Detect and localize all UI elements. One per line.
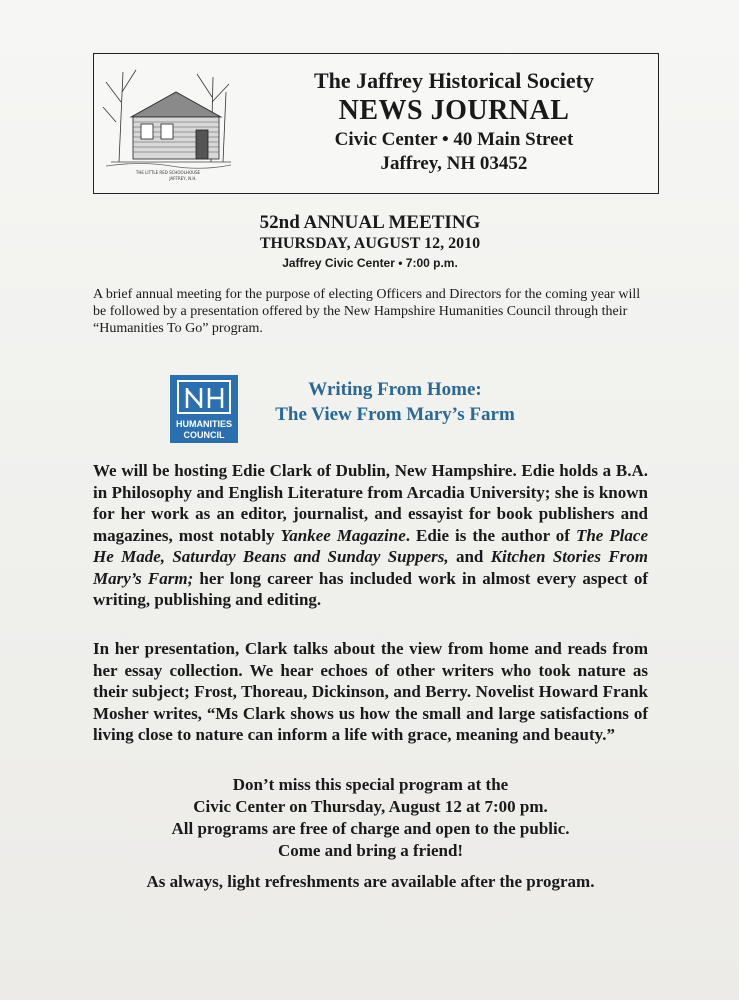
program-title-line-1: Writing From Home: [308, 379, 482, 400]
closing-line-2: Civic Center on Thursday, August 12 at 7:00 pm. [193, 797, 548, 816]
bio-text-d: her long career has included work in almost every aspect of writing, publishing and editing. [93, 568, 648, 609]
logo-frame [177, 380, 231, 414]
program-title-line-2: The View From Mary’s Farm [275, 404, 515, 425]
logo-label-2: COUNCIL [183, 430, 225, 440]
bio-text-a: We will be hosting Edie Clark of Dublin, New Hampshire. Edie holds a B.A. in Philosophy and English Literature from Arcadia University; she is known for her work as an editor, journalist, and essayist for book publishers and magazines, most notably [93, 461, 648, 545]
closing-block [93, 774, 648, 893]
address-line-1: Civic Center • 40 Main Street [334, 129, 574, 150]
program-title [255, 377, 535, 427]
address-line-2: Jaffrey, NH 03452 [380, 153, 528, 174]
closing-line-1: Don’t miss this special program at the [232, 775, 509, 794]
bio-text-b: . Edie is the author of [405, 525, 576, 545]
bio-italic-1: Yankee Magazine [280, 525, 406, 545]
org-name: The Jaffrey Historical Society [313, 68, 595, 93]
bio-text-c: and [448, 547, 491, 566]
meeting-title: 52nd ANNUAL MEETING [259, 212, 481, 233]
nh-humanities-logo [170, 375, 238, 443]
closing-line-5: As always, light refreshments are available after the program. [146, 872, 595, 891]
bio-italic-3: Kitchen Stories From Mary’s Farm; [93, 547, 648, 588]
illustration-caption: THE LITTLE RED SCHOOLHOUSE [135, 170, 201, 175]
meeting-place: Jaffrey Civic Center • 7:00 p.m. [282, 256, 458, 270]
intro-paragraph: A brief annual meeting for the purpose of electing Officers and Directors for the coming year will be followed by a presentation offered by the New Hampshire Humanities Council through their “Humanities To Go” program. [93, 287, 641, 336]
closing-line-4: Come and bring a friend! [277, 841, 464, 860]
closing-line-3: All programs are free of charge and open to the public. [171, 819, 570, 838]
journal-title: NEWS JOURNAL [338, 95, 570, 126]
meeting-heading [180, 212, 560, 272]
masthead-text [274, 68, 634, 176]
meeting-date: THURSDAY, AUGUST 12, 2010 [259, 235, 481, 252]
presentation-paragraph: In her presentation, Clark talks about the view from home and reads from her essay collection. We hear echoes of other writers who took nature as their subject; Frost, Thoreau, Dickinson, and Berry. Novelist Howard Frank Mosher writes, “Ms Clark shows us how the small and large satisfactions of living close to nature can inform a life with grace, meaning and beauty.” [93, 639, 648, 744]
illustration-caption-2: JAFFREY, N.H. [169, 176, 197, 181]
speaker-bio-paragraph [93, 460, 648, 611]
schoolhouse-illustration [101, 62, 236, 185]
bio-italic-2: The Place He Made, Saturday Beans and Sunday Suppers, [93, 525, 648, 566]
masthead-box [93, 53, 659, 194]
nh-icon [179, 382, 229, 412]
logo-label-1: HUMANITIES [176, 419, 232, 429]
